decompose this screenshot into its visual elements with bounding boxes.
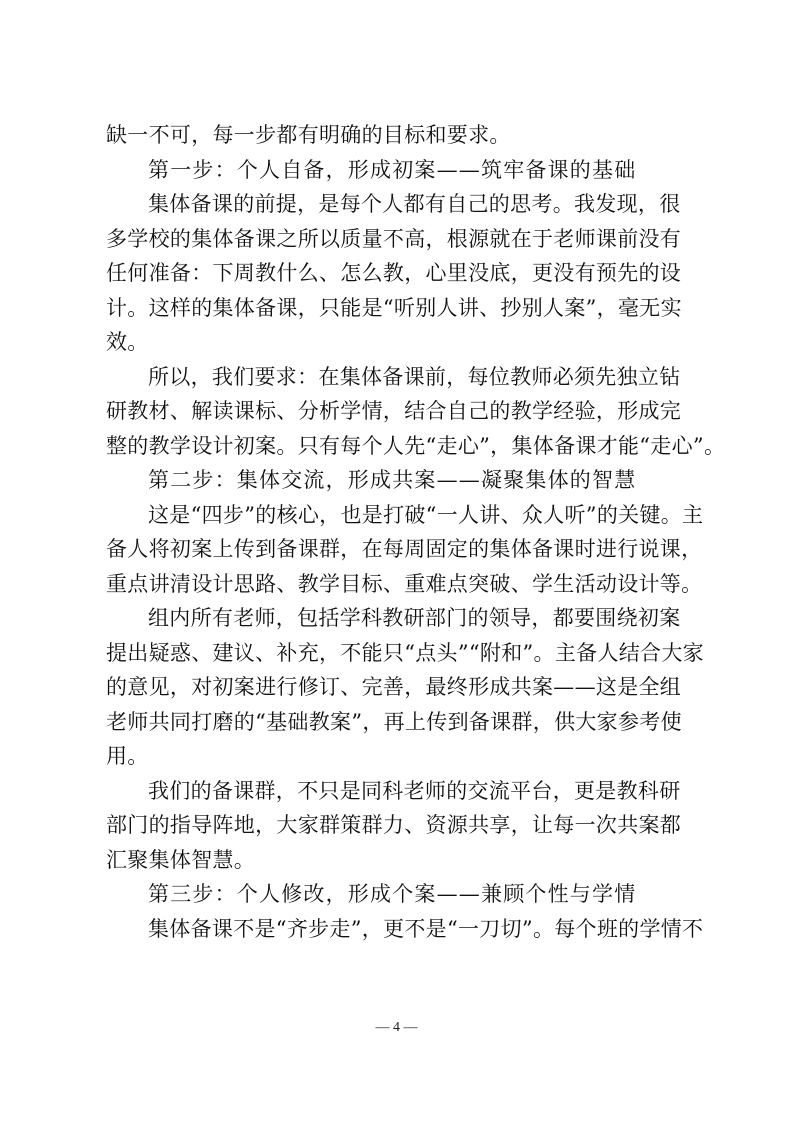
text-line: 组内所有老师，包括学科教研部门的领导，都要围绕初案: [148, 606, 681, 630]
page-number: — 4 —: [375, 1020, 418, 1035]
text-line: 部门的指导阵地，大家群策群力、资源共享，让每一次共案都: [106, 813, 682, 837]
text-line: 我们的备课群，不只是同科老师的交流平台，更是教科研: [148, 778, 681, 803]
text-line: 计。这样的集体备课，只能是“听别人讲、抄别人案”，毫无实: [106, 295, 682, 320]
paragraph: [106, 601, 704, 774]
section-heading: [106, 877, 690, 912]
text-line: 重点讲清设计思路、教学目标、重难点突破、学生活动设计等。: [106, 571, 703, 596]
text-line: 这是“四步”的核心，也是打破“一人讲、众人听”的关键。主: [148, 502, 704, 527]
text-line: 研教材、解读课标、分析学情，结合自己的教学经验，形成完: [106, 399, 682, 423]
text-line: 提出疑惑、建议、补充，不能只“点头”“附和”。主备人结合大家: [106, 640, 704, 665]
paragraph: [106, 912, 704, 947]
section-heading: [106, 463, 690, 498]
section-heading: [106, 153, 690, 188]
text-line: 集体备课的前提，是每个人都有自己的思考。我发现，很: [148, 192, 681, 216]
paragraph: [106, 360, 726, 464]
text-line: 汇聚集体智慧。: [106, 847, 256, 872]
text-line: 所以，我们要求：在集体备课前，每位教师必须先独立钻: [148, 364, 681, 389]
text-line: 用。: [106, 744, 149, 768]
text-line: 老师共同打磨的“基础教案”，再上传到备课群，供大家参考使: [106, 709, 682, 734]
text-line: 第二步：集体交流，形成共案——凝聚集体的智慧: [148, 468, 637, 492]
text-line: 备人将初案上传到备课群，在每周固定的集体备课时进行说课，: [106, 537, 703, 561]
paragraph: [106, 774, 690, 878]
text-line: 第一步：个人自备，形成初案——筑牢备课的基础: [148, 157, 637, 182]
text-line: 多学校的集体备课之所以质量不高，根源就在于老师课前没有: [106, 226, 682, 251]
text-line: 任何准备：下周教什么、怎么教，心里没底，更没有预先的设: [106, 261, 682, 285]
text-line: 的意见，对初案进行修订、完善，最终形成共案——这是全组: [106, 675, 682, 699]
paragraph: [106, 118, 690, 153]
text-line: 集体备课不是“齐步走”，更不是“一刀切”。每个班的学情不: [148, 916, 704, 941]
text-line: 缺一不可，每一步都有明确的目标和要求。: [106, 123, 511, 147]
paragraph: [106, 498, 704, 602]
text-line: 整的教学设计初案。只有每个人先“走心”，集体备课才能“走心”。: [106, 433, 726, 458]
text-line: 第三步：个人修改，形成个案——兼顾个性与学情: [148, 882, 637, 906]
text-line: 效。: [106, 330, 149, 354]
document-body: [106, 118, 726, 946]
paragraph: [106, 187, 690, 360]
